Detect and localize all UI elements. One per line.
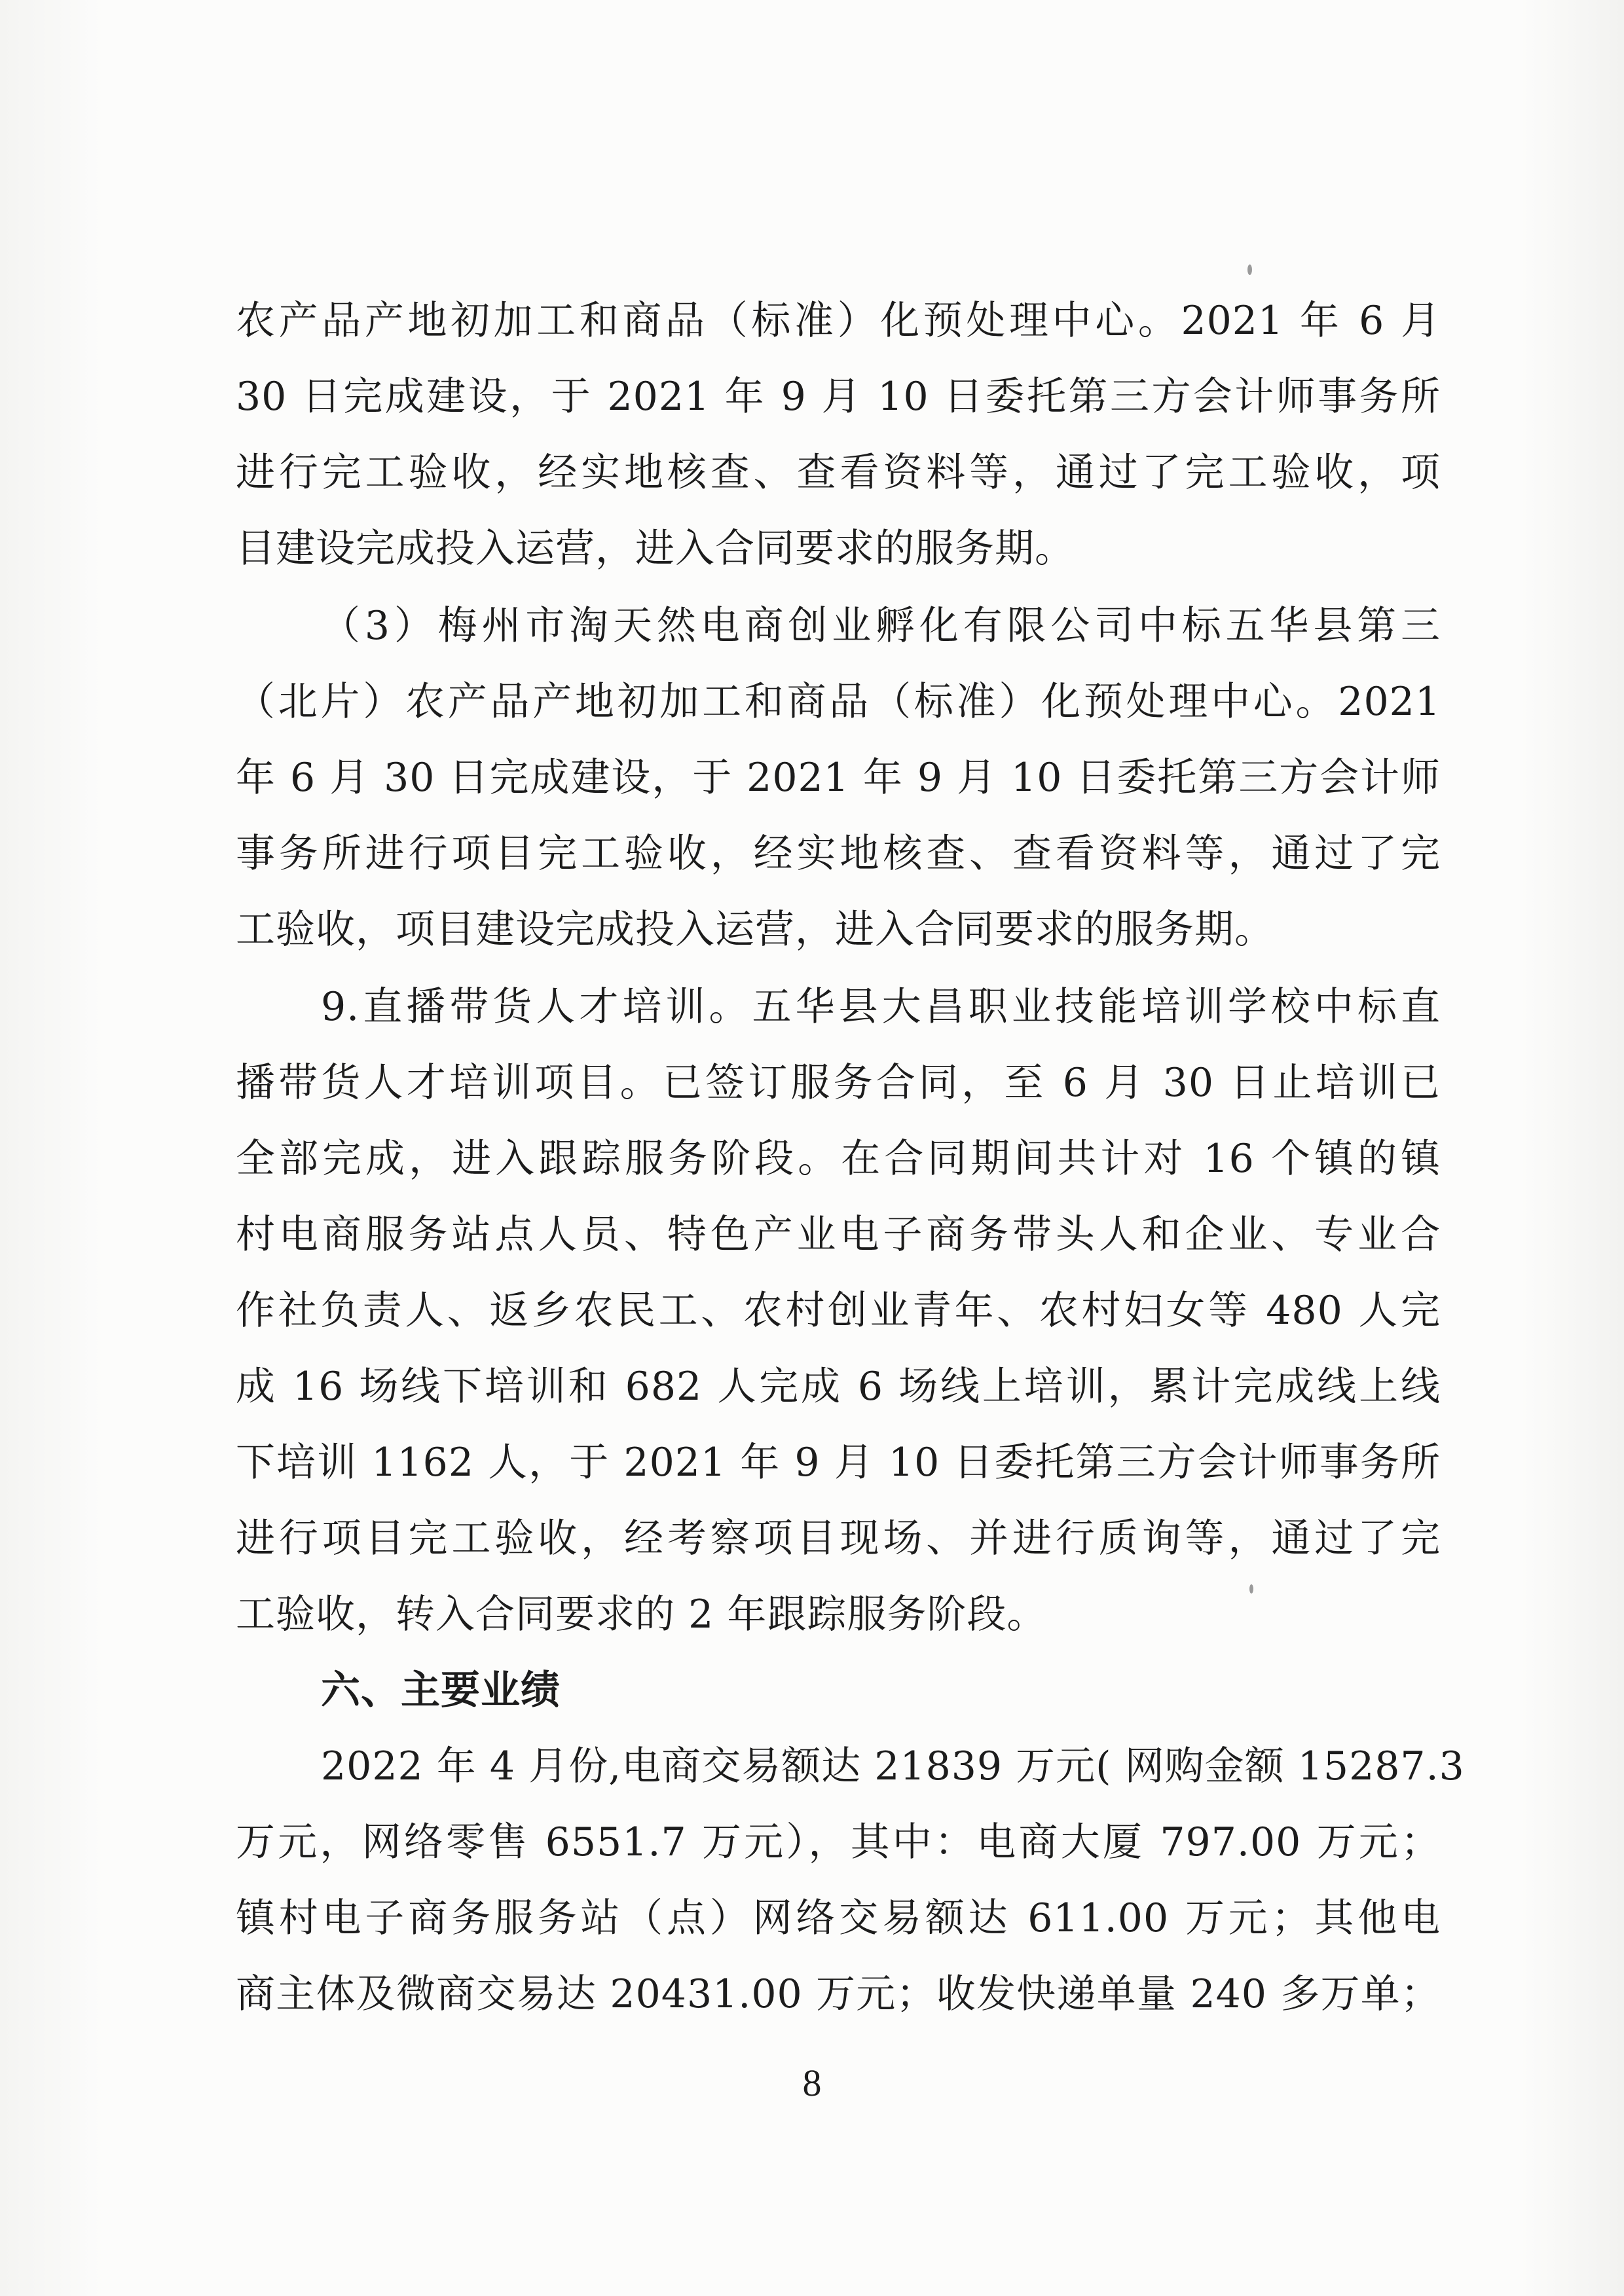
text-line: 工验收，项目建设完成投入运营，进入合同要求的服务期。	[236, 907, 1274, 953]
text-line: （北片）农产品产地初加工和商品（标准）化预处理中心。2021	[236, 679, 1441, 725]
text-line: 农产品产地初加工和商品（标准）化预处理中心。2021 年 6 月	[236, 298, 1441, 344]
section-heading: 六、主要业绩	[321, 1667, 561, 1713]
text-line: 商主体及微商交易达 20431.00 万元；收发快递单量 240 多万单；	[236, 1971, 1441, 2017]
text-line: 目建设完成投入运营，进入合同要求的服务期。	[236, 526, 1075, 572]
text-line: 村电商服务站点人员、特色产业电子商务带头人和企业、专业合	[236, 1212, 1441, 1258]
scan-speck	[1249, 1584, 1253, 1594]
scan-speck	[1247, 264, 1252, 275]
text-line: 事务所进行项目完工验收，经实地核查、查看资料等，通过了完	[236, 831, 1441, 877]
text-line: 镇村电子商务服务站（点）网络交易额达 611.00 万元；其他电	[236, 1895, 1441, 1941]
text-line: （3）梅州市淘天然电商创业孵化有限公司中标五华县第三	[321, 603, 1441, 649]
text-line: 万元，网络零售 6551.7 万元），其中：电商大厦 797.00 万元；	[236, 1819, 1441, 1865]
text-line: 作社负责人、返乡农民工、农村创业青年、农村妇女等 480 人完	[236, 1288, 1441, 1334]
text-line: 工验收，转入合同要求的 2 年跟踪服务阶段。	[236, 1592, 1047, 1637]
text-line: 下培训 1162 人，于 2021 年 9 月 10 日委托第三方会计师事务所	[236, 1440, 1441, 1485]
text-line: 成 16 场线下培训和 682 人完成 6 场线上培训，累计完成线上线	[236, 1364, 1441, 1410]
text-line: 进行项目完工验收，经考察项目现场、并进行质询等，通过了完	[236, 1516, 1441, 1561]
text-line: 2022 年 4 月份,电商交易额达 21839 万元( 网购金额 15287.3	[321, 1743, 1465, 1789]
text-line: 播带货人才培训项目。已签订服务合同，至 6 月 30 日止培训已	[236, 1060, 1441, 1106]
page-number: 8	[802, 2062, 822, 2104]
text-line: 进行完工验收，经实地核查、查看资料等，通过了完工验收，项	[236, 450, 1441, 496]
text-line: 年 6 月 30 日完成建设，于 2021 年 9 月 10 日委托第三方会计师	[236, 755, 1441, 801]
text-line: 9.直播带货人才培训。五华县大昌职业技能培训学校中标直	[321, 984, 1441, 1030]
text-line: 全部完成，进入跟踪服务阶段。在合同期间共计对 16 个镇的镇	[236, 1136, 1441, 1182]
text-line: 30 日完成建设，于 2021 年 9 月 10 日委托第三方会计师事务所	[236, 374, 1441, 420]
